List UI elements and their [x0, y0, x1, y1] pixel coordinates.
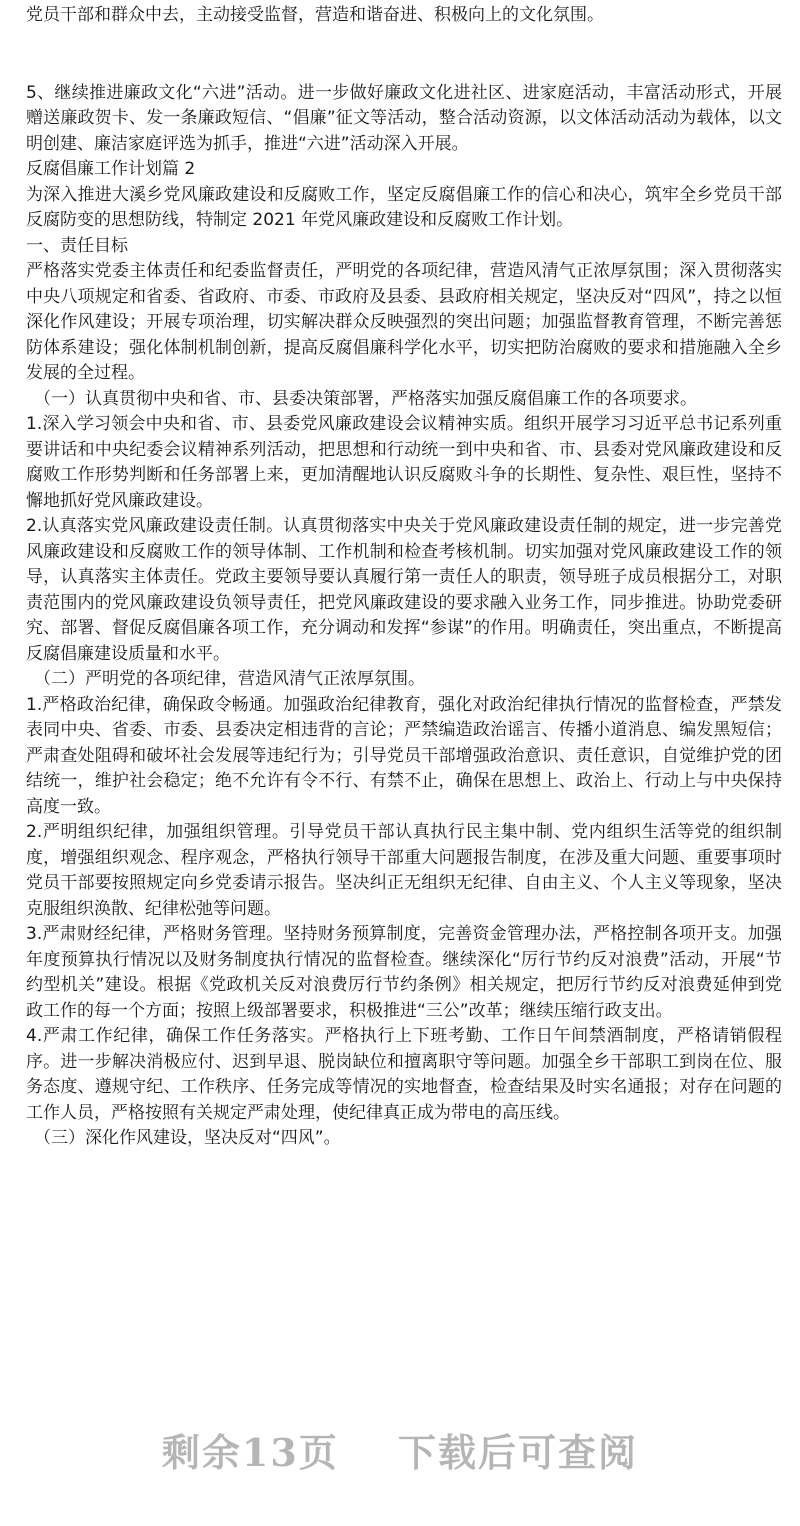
- heading: 一、责任目标: [26, 235, 128, 256]
- paragraph: 2.认真落实党风廉政建设责任制。认真贯彻落实中央关于党风廉政建设责任制的规定，进一步完善党风廉政建设和反腐败工作的领导体制、工作机制和检查考核机制。切实加强对党风廉政建设工作的领导，认真落实主体责任。党政主要领导要认真履行第一责任人的职责，领导班子成员根据分工，对职责范围内的党风廉政建设负领导责任，把党风廉政建设的要求融入业务工作，同步推进。协助党委研究、部署、督促反腐倡廉各项工作，充分调动和发挥“参谋”的作用。明确责任，突出重点，不断提高反腐倡廉建设质量和水平。: [26, 516, 782, 664]
- paragraph: 1.严格政治纪律，确保政令畅通。加强政治纪律教育，强化对政治纪律执行情况的监督检查，严禁发表同中央、省委、市委、县委决定相违背的言论；严禁编造政治谣言、传播小道消息、编发黑短信；严肃查处阻碍和破坏社会发展等违纪行为；引导党员干部增强政治意识、责任意识，自觉维护党的团结统一，维护社会稳定；绝不允许有令不行、有禁不止，确保在思想上、政治上、行动上与中央保持高度一致。: [26, 694, 782, 817]
- paragraph: 2.严明组织纪律，加强组织管理。引导党员干部认真执行民主集中制、党内组织生活等党的组织制度，增强组织观念、程序观念，严格执行领导干部重大问题报告制度，在涉及重大问题、重要事项时党员干部要按照规定向乡党委请示报告。坚决纠正无组织无纪律、自由主义、个人主义等现象，坚决克服组织涣散、纪律松弛等问题。: [26, 822, 782, 919]
- subheading: （三）深化作风建设，坚决反对“四风”。: [34, 1128, 341, 1148]
- paragraph-gap: [26, 29, 782, 81]
- download-banner[interactable]: [0, 1422, 800, 1477]
- subheading: （一）认真贯彻中央和省、市、县委决策部署，严格落实加强反腐倡廉工作的各项要求。: [34, 388, 697, 409]
- paragraph: 严格落实党委主体责任和纪委监督责任，严明党的各项纪律，营造风清气正浓厚氛围；深入贯彻落实中央八项规定和省委、省政府、市委、市政府及县委、县政府相关规定，坚决反对“四风”，持之以恒深化作风建设；开展专项治理，切实解决群众反映强烈的突出问题；加强监督教育管理，不断完善惩防体系建设；强化体制机制创新，提高反腐倡廉科学化水平，切实把防治腐败的要求和措施融入全乡发展的全过程。: [26, 261, 782, 383]
- download-to-view-label: 下载后可查阅: [398, 1430, 639, 1475]
- paragraph: 3.严肃财经纪律，严格财务管理。坚持财务预算制度，完善资金管理办法，严格控制各项开支。加强年度预算执行情况以及财务制度执行情况的监督检查。继续深化“厉行节约反对浪费”活动，开展“节约型机关”建设。根据《党政机关反对浪费厉行节约条例》相关规定，把厉行节约反对浪费延伸到党政工作的每一个方面；按照上级部署要求，积极推进“三公”改革；继续压缩行政支出。: [26, 924, 782, 1021]
- paragraph: 1.深入学习领会中央和省、市、县委党风廉政建设会议精神实质。组织开展学习习近平总书记系列重要讲话和中央纪委会议精神系列活动，把思想和行动统一到中央和省、市、县委对党风廉政建设和反腐败工作形势判断和任务部署上来，更加清醒地认识反腐败斗争的长期性、复杂性、艰巨性，坚持不懈地抓好党风廉政建设。: [26, 414, 782, 511]
- section-title: 反腐倡廉工作计划篇 2: [26, 159, 196, 179]
- paragraph: 4.严肃工作纪律，确保工作任务落实。严格执行上下班考勤、工作日午间禁酒制度，严格请销假程序。进一步解决消极应付、迟到早退、脱岗缺位和擅离职守等问题。加强全乡干部职工到岗在位、服务态度、遵规守纪、工作秩序、任务完成等情况的实地督查，检查结果及时实名通报；对存在问题的工作人员，严格按照有关规定严肃处理，使纪律真正成为带电的高压线。: [26, 1026, 782, 1123]
- paragraph: 党员干部和群众中去，主动接受监督，营造和谐奋进、积极向上的文化氛围。: [26, 5, 604, 25]
- remaining-pages-label: 剩余13页: [161, 1430, 339, 1475]
- paragraph: 5、继续推进廉政文化“六进”活动。进一步做好廉政文化进社区、进家庭活动，丰富活动形式，开展赠送廉政贺卡、发一条廉政短信、“倡廉”征文等活动，整合活动资源，以文体活动活动为载体，以文明创建、廉洁家庭评选为抓手，推进“六进”活动深入开展。: [26, 82, 782, 154]
- paragraph: 为深入推进大溪乡党风廉政建设和反腐败工作，坚定反腐倡廉工作的信心和决心，筑牢全乡党员干部反腐防变的思想防线，特制定 2021 年党风廉政建设和反腐败工作计划。: [26, 184, 782, 230]
- subheading: （二）严明党的各项纪律，营造风清气正浓厚氛围。: [34, 669, 425, 689]
